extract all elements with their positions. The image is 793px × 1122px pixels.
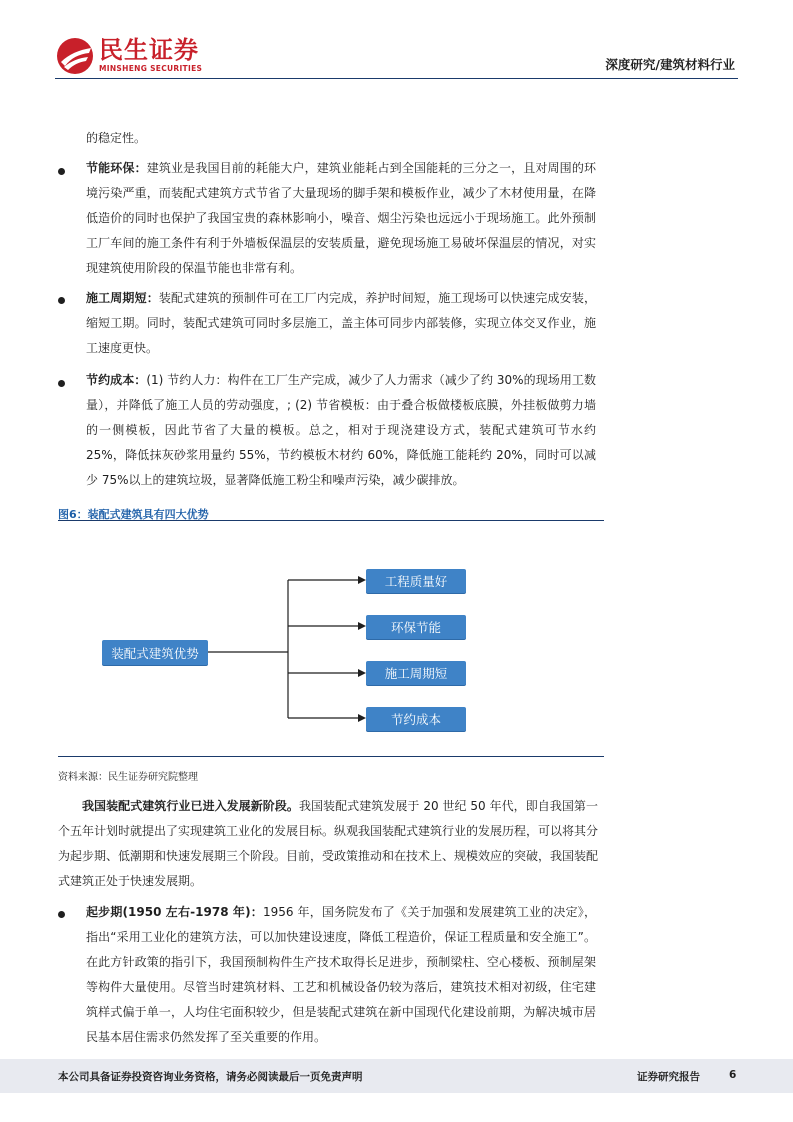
brand-name-cn: 民生证券 bbox=[99, 36, 199, 64]
bullet-dot bbox=[58, 380, 65, 387]
branch-node-cost: 节约成本 bbox=[366, 707, 466, 731]
bullet-text: 1956 年，国务院发布了《关于加强和发展建筑工业的决定》，指出“采用工业化的建筑方法，可以加快建设速度，降低工程造价，保证工程质量和安全施工”。在此方针政策的指引下，我国预制构件生产技术取得长足进步，预制梁柱、空心楼板、预制屋架等构件大量使用。尽管当时建筑材料、工艺和机械设备仍较为落后，建筑技术相对初级，住宅建筑样式偏于单一，人均住宅面积较少，但是装配式建筑在新中国现代化建设前期，为解决城市居民基本居住需求仍然发挥了至关重要的作用。 bbox=[86, 905, 596, 1044]
branch-node-eco: 环保节能 bbox=[366, 615, 466, 639]
development-stage-paragraph bbox=[58, 794, 598, 894]
advantages-diagram bbox=[58, 522, 604, 754]
bullet-lead: 节能环保： bbox=[86, 161, 147, 175]
bullet-dot bbox=[58, 297, 65, 304]
bullet-text: 装配式建筑的预制件可在工厂内完成，养护时间短，施工现场可以快速完成安装，缩短工期。同时，装配式建筑可同时多层施工，盖主体可同步内部装修，实现立体交叉作业，施工速度更快。 bbox=[86, 291, 596, 355]
paragraph-text: 我国装配式建筑发展于 20 世纪 50 年代，即自我国第一个五年计划时就提出了实现建筑工业化的发展目标。纵观我国装配式建筑行业的发展历程，可以将其分为起步期、低潮期和快速发展期三个阶段。目前，受政策推动和在技术上、规模效应的突破，我国装配式建筑正处于快速发展期。 bbox=[58, 799, 599, 888]
bullet-text: 建筑业是我国目前的耗能大户，建筑业能耗占到全国能耗的三分之一，且对周围的环境污染严重，而装配式建筑方式节省了大量现场的脚手架和模板作业，减少了木材使用量，在降低造价的同时也保护了我国宝贵的森林影响小，噪音、烟尘污染也远远小于现场施工。此外预制工厂车间的施工条件有利于外墙板保温层的安装质量，避免现场施工易破坏保温层的情况，对实现建筑使用阶段的保温节能也非常有利。 bbox=[86, 161, 596, 275]
carry-over-text: 的稳定性。 bbox=[86, 131, 147, 145]
report-section: 深度研究/建筑材料行业 bbox=[605, 57, 735, 72]
figure-bottom-rule bbox=[58, 756, 604, 757]
bullet-lead: 起步期(1950 左右-1978 年)： bbox=[86, 905, 263, 919]
figure-title: 图6：装配式建筑具有四大优势 bbox=[58, 508, 209, 521]
bullet-energy-saving bbox=[86, 156, 596, 281]
page-number: 6 bbox=[729, 1069, 737, 1081]
bullet-short-cycle bbox=[86, 286, 596, 361]
minsheng-logo-icon bbox=[55, 36, 95, 76]
root-node: 装配式建筑优势 bbox=[102, 640, 208, 665]
header-divider bbox=[55, 78, 738, 79]
branch-node-cycle: 施工周期短 bbox=[366, 661, 466, 685]
bullet-dot bbox=[58, 168, 65, 175]
footer-disclaimer: 本公司具备证券投资咨询业务资格，请务必阅读最后一页免责声明 bbox=[58, 1071, 363, 1083]
bullet-cost-saving bbox=[86, 368, 596, 493]
bullet-lead: 施工周期短： bbox=[86, 291, 159, 305]
connector-lines bbox=[58, 522, 604, 754]
paragraph-lead: 我国装配式建筑行业已进入发展新阶段。 bbox=[82, 799, 299, 813]
bullet-lead: 节约成本： bbox=[86, 373, 147, 387]
figure-top-rule bbox=[58, 520, 604, 521]
branch-node-quality: 工程质量好 bbox=[366, 569, 466, 593]
bullet-dot bbox=[58, 911, 65, 918]
bullet-startup-period bbox=[86, 900, 596, 1050]
footer-label: 证券研究报告 bbox=[637, 1071, 700, 1083]
bullet-text: (1) 节约人力：构件在工厂生产完成，减少了人力需求（减少了约 30%的现场用工数量），并降低了施工人员的劳动强度，; (2) 节省模板：由于叠合板做楼板底膜，外挂板做剪力墙的一侧模板，因此节省了大量的模板。总之，相对于现浇建设方式，装配式建筑可节水约 25%，降低抹灰砂浆用量约 55%，节约模板木材约 60%，降低施工能耗约 20%，同时可以减少 75%以上的建筑垃圾，显著降低施工粉尘和噪声污染，减少碳排放。 bbox=[86, 373, 596, 487]
brand-name-en: MINSHENG SECURITIES bbox=[99, 64, 203, 73]
figure-source: 资料来源：民生证券研究院整理 bbox=[58, 772, 198, 783]
